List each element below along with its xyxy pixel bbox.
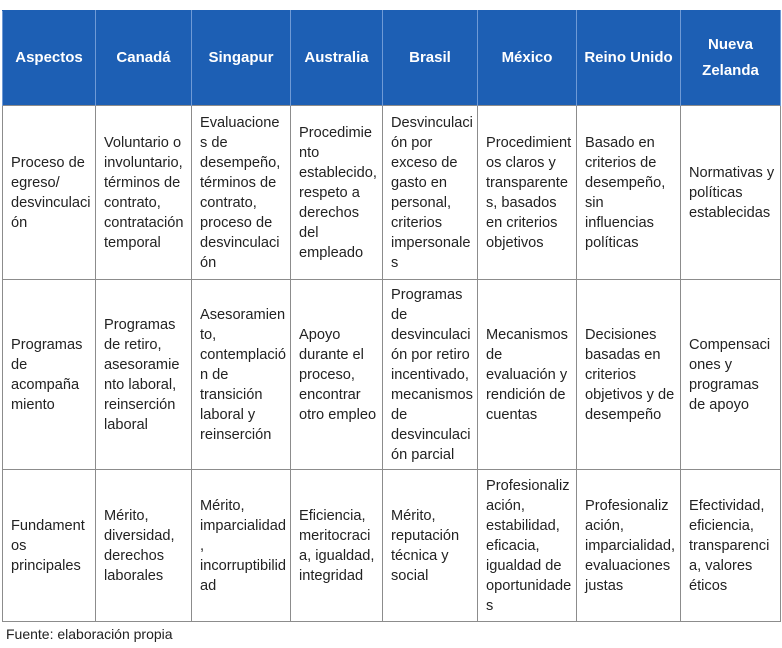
row-label: Proceso de egreso/ desvinculación [3, 106, 96, 280]
table-cell: Profesionalización, imparcialidad, evaluaciones justas [577, 470, 681, 622]
table-header [3, 11, 781, 106]
header-brasil: Brasil [383, 11, 478, 106]
table-cell: Mérito, reputación técnica y social [383, 470, 478, 622]
header-australia: Australia [291, 11, 383, 106]
table-row-acompanamiento [3, 280, 781, 470]
table-cell: Asesoramiento, contemplación de transición laboral y reinserción [192, 280, 291, 470]
row-label: Fundamentos principales [3, 470, 96, 622]
table-cell: Compensaciones y programas de apoyo [681, 280, 781, 470]
table-cell: Programas de desvinculación por retiro incentivado, mecanismos de desvinculación parcial [383, 280, 478, 470]
table-cell: Programas de retiro, asesoramiento laboral, reinserción laboral [96, 280, 192, 470]
table-row-fundamentos [3, 470, 781, 622]
header-row [3, 11, 781, 106]
table-cell: Procedimientos claros y transparentes, basados en criterios objetivos [478, 106, 577, 280]
table-cell: Apoyo durante el proceso, encontrar otro empleo [291, 280, 383, 470]
table-body [3, 106, 781, 622]
header-canada: Canadá [96, 11, 192, 106]
table-cell: Normativas y políticas establecidas [681, 106, 781, 280]
header-singapur: Singapur [192, 11, 291, 106]
table-cell: Basado en criterios de desempeño, sin influencias políticas [577, 106, 681, 280]
table-cell: Voluntario o involuntario, términos de contrato, contratación temporal [96, 106, 192, 280]
table-cell: Desvinculación por exceso de gasto en personal, criterios impersonales [383, 106, 478, 280]
table-cell: Efectividad, eficiencia, transparencia, valores éticos [681, 470, 781, 622]
table-cell: Profesionalización, estabilidad, eficacia, igualdad de oportunidades [478, 470, 577, 622]
table-cell: Mecanismos de evaluación y rendición de cuentas [478, 280, 577, 470]
row-label: Programas de acompañamiento [3, 280, 96, 470]
header-nueva-zelanda: Nueva Zelanda [681, 11, 781, 106]
comparison-table [2, 10, 781, 622]
table-cell: Decisiones basadas en criterios objetivos y de desempeño [577, 280, 681, 470]
table-cell: Evaluaciones de desempeño, términos de contrato, proceso de desvinculación [192, 106, 291, 280]
header-reino-unido: Reino Unido [577, 11, 681, 106]
table-cell: Eficiencia, meritocracia, igualdad, integridad [291, 470, 383, 622]
table-row-egreso [3, 106, 781, 280]
table-cell: Mérito, imparcialidad, incorruptibilidad [192, 470, 291, 622]
table-cell: Mérito, diversidad, derechos laborales [96, 470, 192, 622]
header-aspectos: Aspectos [3, 11, 96, 106]
header-mexico: México [478, 11, 577, 106]
table-cell: Procedimiento establecido, respeto a derechos del empleado [291, 106, 383, 280]
source-note: Fuente: elaboración propia [6, 626, 173, 642]
